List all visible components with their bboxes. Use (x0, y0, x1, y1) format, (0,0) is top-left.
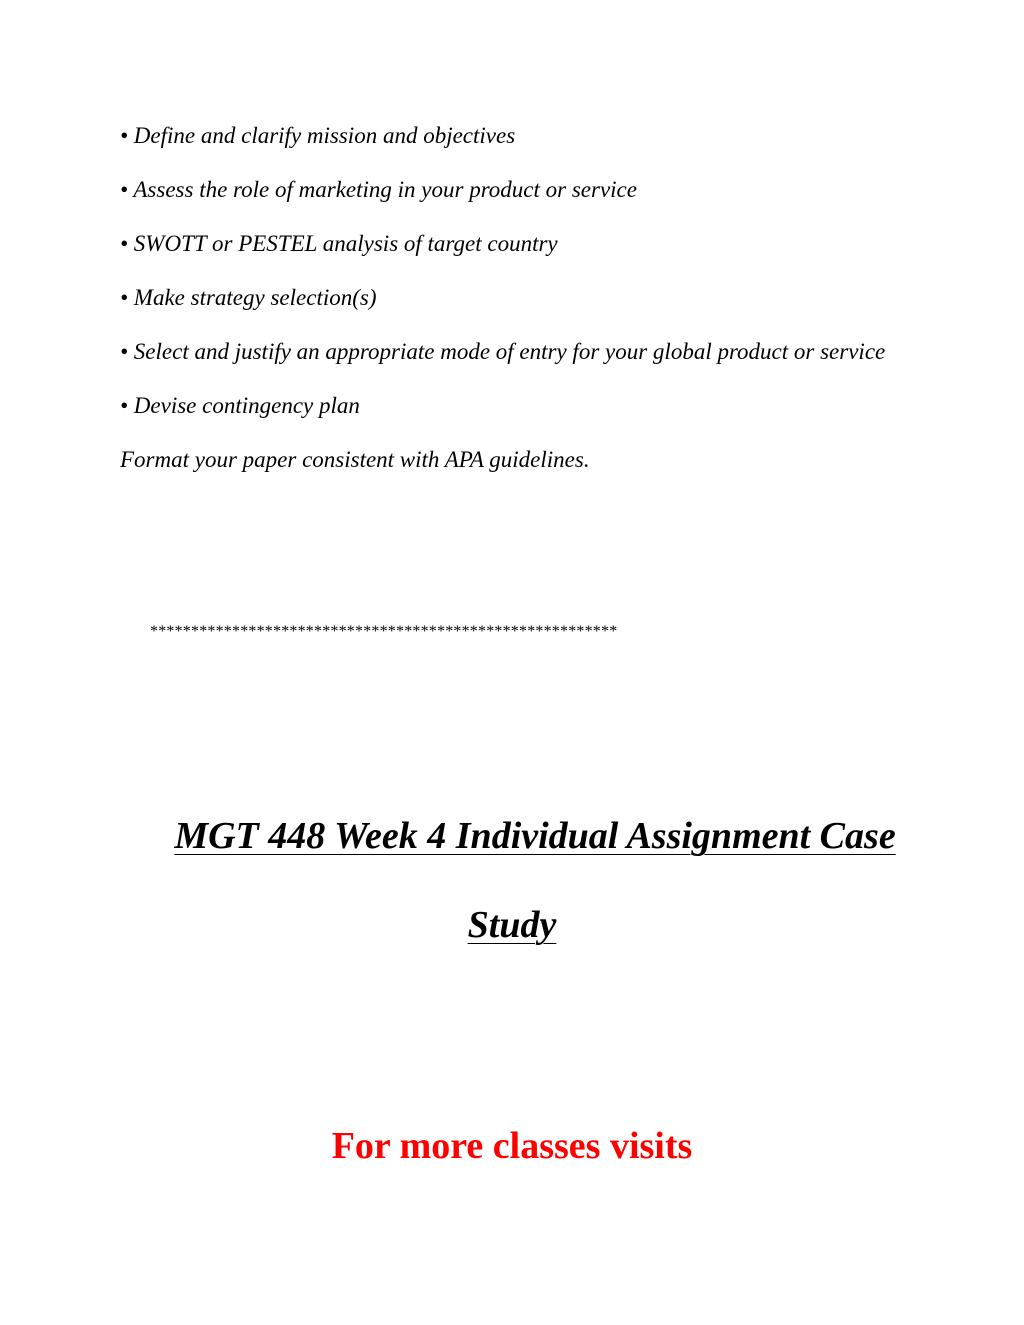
instructions-list (120, 120, 910, 475)
bullet-contingency-plan: • Devise contingency plan (120, 393, 360, 418)
asterisk-separator: ********************************************************* (150, 623, 618, 640)
bullet-mission: • Define and clarify mission and objectives (120, 123, 516, 148)
bullet-strategy-selection: • Make strategy selection(s) (120, 285, 377, 310)
bullet-swott-pestel: • SWOTT or PESTEL analysis of target country (120, 231, 558, 256)
more-classes-cta: For more classes visits (331, 1125, 693, 1167)
format-note: Format your paper consistent with APA guidelines. (120, 447, 590, 472)
assignment-title-line1: MGT 448 Week 4 Individual Assignment Case (174, 815, 896, 857)
bullet-marketing-role: • Assess the role of marketing in your product or service (120, 177, 637, 202)
bullet-mode-of-entry: • Select and justify an appropriate mode of entry for your global product or service (120, 339, 886, 364)
assignment-title-line2: Study (467, 904, 557, 946)
